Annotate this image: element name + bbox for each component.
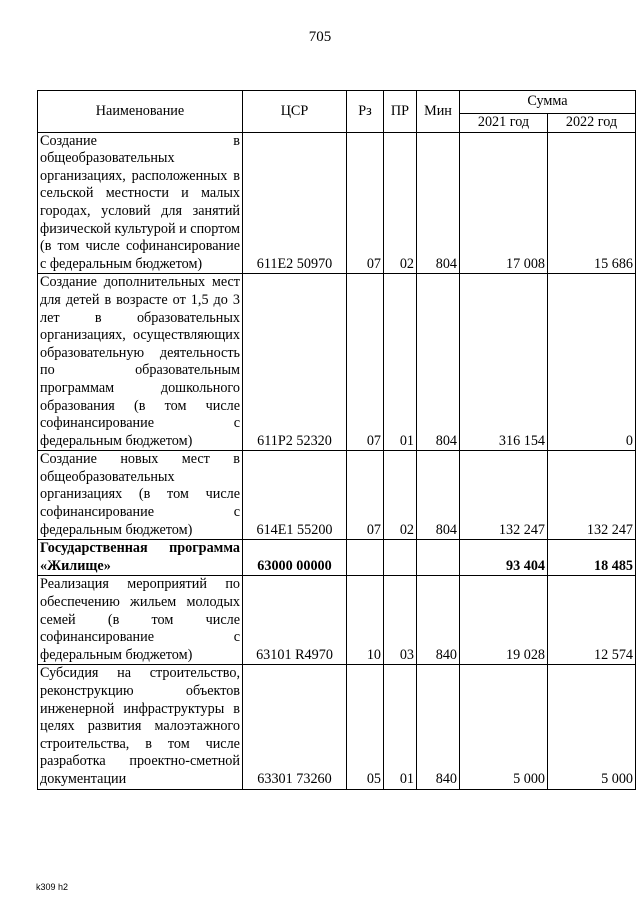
header-2021: 2021 год	[460, 114, 548, 133]
row-rz: 07	[347, 132, 384, 274]
table-row	[38, 576, 636, 665]
row-min: 840	[417, 576, 460, 665]
footer-code: k309 h2	[36, 882, 69, 892]
row-2021: 5 000	[460, 665, 548, 789]
row-csr: 63000 00000	[243, 540, 347, 576]
row-pr: 01	[384, 665, 417, 789]
row-2021: 316 154	[460, 274, 548, 451]
row-min: 804	[417, 274, 460, 451]
row-rz: 05	[347, 665, 384, 789]
header-rz: Рз	[347, 91, 384, 133]
row-2021: 132 247	[460, 451, 548, 540]
row-min	[417, 540, 460, 576]
row-csr: 63301 73260	[243, 665, 347, 789]
row-min: 804	[417, 132, 460, 274]
table-row	[38, 274, 636, 451]
row-csr: 63101 R4970	[243, 576, 347, 665]
table-row	[38, 451, 636, 540]
row-2022: 12 574	[548, 576, 636, 665]
page-number: 705	[308, 29, 332, 45]
row-name: Государственная программа «Жилище»	[38, 540, 243, 576]
row-name: Создание новых мест в общеобразовательных организациях (в том числе софинансирование с федеральным бюджетом)	[38, 451, 243, 540]
table-row-program	[38, 540, 636, 576]
row-csr: 611Е2 50970	[243, 132, 347, 274]
row-2022: 5 000	[548, 665, 636, 789]
row-pr: 02	[384, 451, 417, 540]
row-pr: 03	[384, 576, 417, 665]
budget-table	[37, 90, 636, 790]
row-2022: 18 485	[548, 540, 636, 576]
row-pr	[384, 540, 417, 576]
row-rz: 07	[347, 451, 384, 540]
row-name: Создание в общеобразовательных организациях, расположенных в сельской местности и малых городах, условий для занятий физической культурой и спортом (в том числе софинансирование с федеральным бюджетом)	[38, 132, 243, 274]
header-name: Наименование	[38, 91, 243, 133]
row-min: 804	[417, 451, 460, 540]
row-csr: 611Р2 52320	[243, 274, 347, 451]
row-2021: 93 404	[460, 540, 548, 576]
row-2021: 17 008	[460, 132, 548, 274]
row-2021: 19 028	[460, 576, 548, 665]
row-csr: 614Е1 55200	[243, 451, 347, 540]
row-pr: 01	[384, 274, 417, 451]
row-rz: 10	[347, 576, 384, 665]
row-pr: 02	[384, 132, 417, 274]
header-pr: ПР	[384, 91, 417, 133]
row-rz: 07	[347, 274, 384, 451]
header-sum: Сумма	[460, 91, 636, 114]
row-rz	[347, 540, 384, 576]
row-name: Реализация мероприятий по обеспечению жильем молодых семей (в том числе софинансирование с федеральным бюджетом)	[38, 576, 243, 665]
row-name: Создание дополнительных мест для детей в возрасте от 1,5 до 3 лет в образовательных организациях, осуществляющих образовательную деятельность по образовательным программам дошкольного образования (в том числе софинансирование с федеральным бюджетом)	[38, 274, 243, 451]
header-csr: ЦСР	[243, 91, 347, 133]
row-2022: 0	[548, 274, 636, 451]
table-row	[38, 132, 636, 274]
row-name: Субсидия на строительство, реконструкцию объектов инженерной инфраструктуры в целях развития малоэтажного строительства, в том числе разработка проектно-сметной документации	[38, 665, 243, 789]
row-min: 840	[417, 665, 460, 789]
row-2022: 15 686	[548, 132, 636, 274]
row-2022: 132 247	[548, 451, 636, 540]
header-2022: 2022 год	[548, 114, 636, 133]
table-row	[38, 665, 636, 789]
header-min: Мин	[417, 91, 460, 133]
